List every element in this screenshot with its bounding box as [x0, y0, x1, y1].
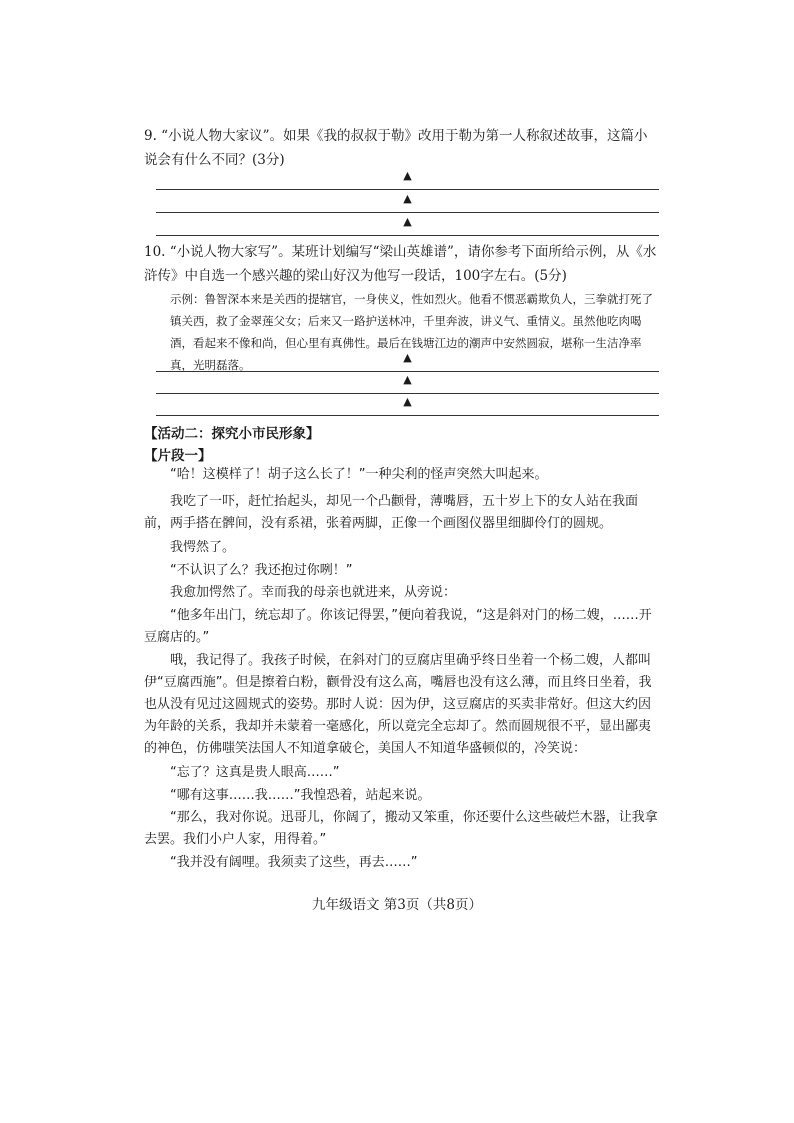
passage-paragraph: “忘了？这真是贵人眼高……” — [170, 765, 340, 780]
answer-line[interactable] — [156, 167, 659, 190]
page-footer: 九年级语文 第3页（共8页） — [312, 897, 482, 913]
answer-line[interactable] — [156, 213, 659, 236]
question-10-example: 示例：鲁智深本来是关西的提辖官，一身侠义，性如烈火。他看不惯恶霸欺负人，三拳就打死了镇关西，救了金翠莲父女；后来又一路护送林冲，千里奔波，讲义气、重情义。虽然他吃肉喝酒，看起来不像和尚，但心里有真佛性。最后在钱塘江边的潮声中安然圆寂，堪称一生洁净率真，光明磊落。 — [170, 292, 653, 372]
activity-2-title: 【活动二：探究小市民形象】 — [144, 426, 320, 442]
triangle-mark: ▲ — [403, 395, 412, 408]
triangle-mark: ▲ — [403, 351, 412, 364]
passage-paragraph: 哦，我记得了。我孩子时候，在斜对门的豆腐店里确乎终日坐着一个杨二嫂，人都叫伊“豆腐西施”。但是擦着白粉，颧骨没有这么高，嘴唇也没有这么薄，而且终日坐着，我也从没有见过这圆规式的姿势。那时人说：因为伊，这豆腐店的买卖非常好。但这大约因为年龄的关系，我却并未蒙着一毫感化，所以竟完全忘却了。然而圆规很不平，显出鄙夷的神色，仿佛嗤笑法国人不知道拿破仑，美国人不知道华盛顿似的，冷笑说： — [144, 653, 652, 756]
passage-paragraph: “哪有这事……我……”我惶恐着，站起来说。 — [170, 788, 431, 803]
triangle-mark: ▲ — [403, 169, 412, 182]
fragment-1-label: 【片段一】 — [144, 448, 212, 464]
answer-line[interactable] — [156, 393, 659, 416]
triangle-mark: ▲ — [403, 373, 412, 386]
passage-paragraph: “那么，我对你说。迅哥儿，你阔了，搬动又笨重，你还要什么这些破烂木器，让我拿去罢。我们小户人家，用得着。” — [144, 810, 658, 847]
question-10: 10. “小说人物大家写”。某班计划编写“梁山英雄谱”，请你参考下面所给示例，从《水浒传》中自选一个感兴趣的梁山好汉为他写一段话，100字左右。(5分) — [144, 244, 657, 284]
answer-line[interactable] — [156, 190, 659, 213]
passage-paragraph: “不认识了么？我还抱过你咧！” — [170, 563, 353, 578]
passage-paragraph: “他多年出门，统忘却了。你该记得罢，”便向着我说，“这是斜对门的杨二嫂，……开豆腐店的。” — [144, 608, 652, 645]
passage-paragraph: 我吃了一吓，赶忙抬起头，却见一个凸颧骨，薄嘴唇，五十岁上下的女人站在我面前，两手搭在髀间，没有系裙，张着两脚，正像一个画图仪器里细脚伶仃的圆规。 — [144, 494, 639, 531]
question-9: 9. “小说人物大家议”。如果《我的叔叔于勒》改用于勒为第一人称叙述故事，这篇小说会有什么不同？(3分) — [144, 128, 648, 168]
triangle-mark: ▲ — [403, 215, 412, 228]
answer-line[interactable] — [156, 371, 659, 394]
triangle-mark: ▲ — [403, 192, 412, 205]
answer-line[interactable] — [156, 349, 659, 372]
passage-paragraph: 我愈加愕然了。幸而我的母亲也就进来，从旁说： — [170, 585, 457, 600]
passage-paragraph: 我愕然了。 — [170, 540, 236, 555]
passage-paragraph: “我并没有阔哩。我须卖了这些，再去……” — [170, 855, 418, 870]
passage-paragraph: “哈！这模样了！胡子这么长了！”一种尖利的怪声突然大叫起来。 — [170, 467, 548, 482]
